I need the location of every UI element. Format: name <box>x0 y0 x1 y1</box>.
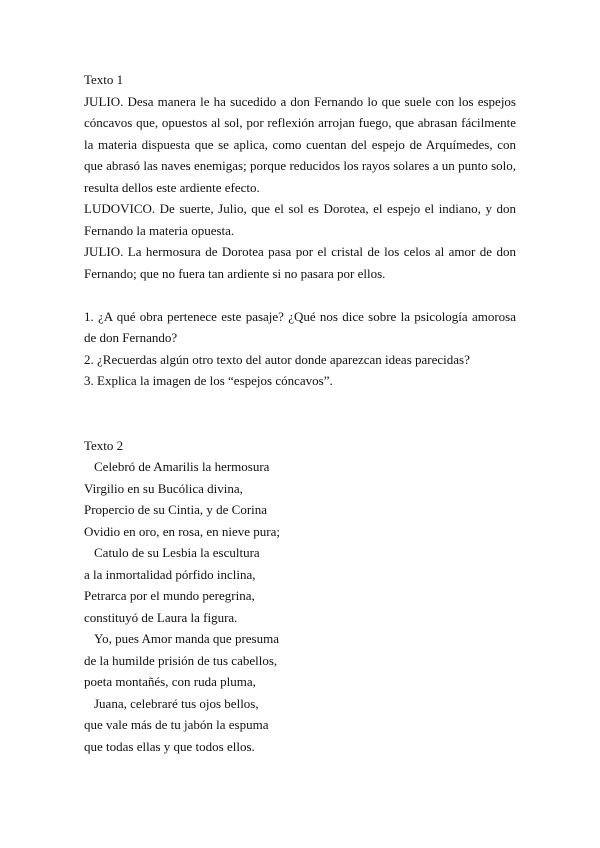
verse-line: que todas ellas y que todos ellos. <box>84 738 255 754</box>
verse-line: Catulo de su Lesbia la escultura <box>94 545 260 560</box>
question-3: 3. Explica la imagen de los “espejos cóncavos”. <box>84 373 333 388</box>
verse-line: Juana, celebraré tus ojos bellos, <box>94 695 259 711</box>
verse-line: a la inmortalidad pórfido inclina, <box>84 566 256 582</box>
question-2: 2. ¿Recuerdas algún otro texto del autor donde aparezcan ideas parecidas? <box>84 351 470 367</box>
verse-line: Virgilio en su Bucólica divina, <box>84 480 243 496</box>
verse-line: constituyó de Laura la figura. <box>84 609 238 625</box>
question-1: 1. ¿A qué obra pertenece este pasaje? ¿Qué nos dice sobre la psicología amorosa de don Fernando? <box>84 308 516 345</box>
texto2-heading: Texto 2 <box>84 437 124 453</box>
dialogue-ludovico: LUDOVICO. De suerte, Julio, que el sol es Dorotea, el espejo el indiano, y don Fernando la materia opuesta. <box>84 201 516 238</box>
verse-line: de la humilde prisión de tus cabellos, <box>84 652 278 668</box>
verse-line: Propercio de su Cintia, y de Corina <box>84 502 268 517</box>
verse-line: Yo, pues Amor manda que presuma <box>94 631 279 646</box>
document-page <box>84 69 516 757</box>
verse-line: Celebró de Amarilis la hermosura <box>94 459 270 474</box>
dialogue-julio-1: JULIO. Desa manera le ha sucedido a don Fernando lo que suele con los espejos cóncavos que, opuestos al sol, por reflexión arrojan fuego, que abrasan fácilmente la materia dispuesta que se aplica, como cuentan del espejo de Arquímedes, con que abrasó las naves enemigas; porque reducidos los rayos solares a un punto solo, resulta dellos este ardiente efecto. <box>84 93 516 195</box>
texto1-heading: Texto 1 <box>84 72 124 87</box>
verse-line: Ovidio en oro, en rosa, en nieve pura; <box>84 523 281 539</box>
verse-line: poeta montañés, con ruda pluma, <box>84 674 256 689</box>
sonnet <box>84 456 516 757</box>
verse-line: que vale más de tu jabón la espuma <box>84 717 269 732</box>
verse-line: Petrarca por el mundo peregrina, <box>84 588 255 603</box>
dialogue-julio-2: JULIO. La hermosura de Dorotea pasa por el cristal de los celos al amor de don Fernando; que no fuera tan ardiente si no pasara por ellos. <box>84 244 516 281</box>
